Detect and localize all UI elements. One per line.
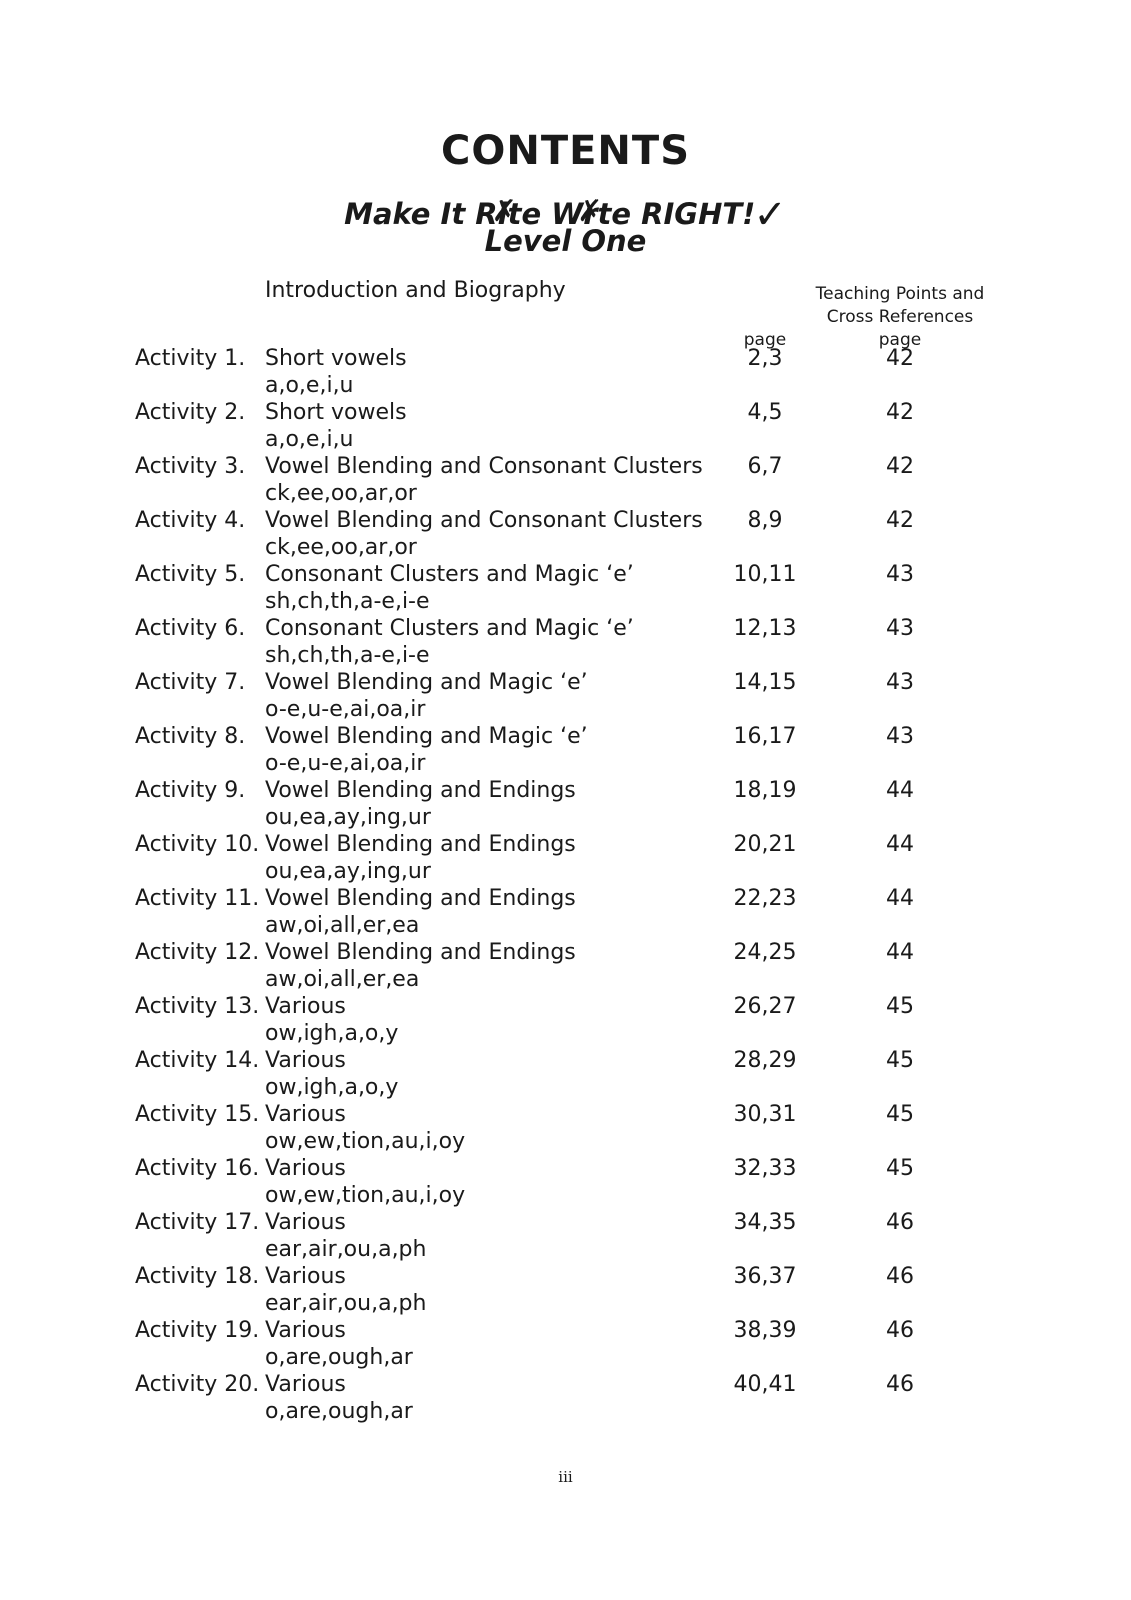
activity-label: Activity 4.	[135, 508, 246, 533]
activity-label: Activity 15.	[135, 1102, 260, 1127]
activity-tp-page: 46	[886, 1264, 914, 1289]
list-item	[0, 508, 1131, 562]
activity-pages: 18,19	[733, 778, 797, 803]
activity-label: Activity 9.	[135, 778, 246, 803]
activity-sounds: ear,air,ou,a,ph	[265, 1291, 427, 1316]
activity-pages: 22,23	[733, 886, 797, 911]
activity-tp-page: 45	[886, 1102, 914, 1127]
contents-list	[0, 346, 1131, 1426]
activity-pages: 12,13	[733, 616, 797, 641]
activity-pages: 36,37	[733, 1264, 797, 1289]
list-item	[0, 616, 1131, 670]
teaching-points-header: Teaching Points and Cross References	[815, 284, 985, 327]
list-item	[0, 940, 1131, 994]
book-title-part-3: te RIGHT!	[597, 197, 756, 231]
list-item	[0, 1102, 1131, 1156]
activity-title: Various	[265, 1102, 346, 1127]
activity-label: Activity 20.	[135, 1372, 260, 1397]
activity-tp-page: 43	[886, 616, 914, 641]
activity-sounds: aw,oi,all,er,ea	[265, 913, 420, 938]
list-item	[0, 1264, 1131, 1318]
activity-tp-page: 44	[886, 886, 914, 911]
activity-title: Consonant Clusters and Magic ‘e’	[265, 616, 634, 641]
activity-tp-page: 42	[886, 508, 914, 533]
activity-tp-page: 44	[886, 778, 914, 803]
level-title: Level One	[484, 224, 647, 258]
activity-sounds: o-e,u-e,ai,oa,ir	[265, 697, 426, 722]
activity-title: Various	[265, 1156, 346, 1181]
activity-sounds: ow,igh,a,o,y	[265, 1021, 399, 1046]
activity-tp-page: 42	[886, 454, 914, 479]
activity-label: Activity 16.	[135, 1156, 260, 1181]
activity-pages: 24,25	[733, 940, 797, 965]
activity-label: Activity 5.	[135, 562, 246, 587]
list-item	[0, 1156, 1131, 1210]
activity-title: Vowel Blending and Magic ‘e’	[265, 670, 588, 695]
activity-title: Vowel Blending and Endings	[265, 886, 576, 911]
activity-tp-page: 42	[886, 346, 914, 371]
activity-sounds: o,are,ough,ar	[265, 1399, 413, 1424]
activity-title: Vowel Blending and Endings	[265, 832, 576, 857]
activity-sounds: o-e,u-e,ai,oa,ir	[265, 751, 426, 776]
activity-label: Activity 8.	[135, 724, 246, 749]
activity-label: Activity 14.	[135, 1048, 260, 1073]
activity-pages: 30,31	[733, 1102, 797, 1127]
activity-pages: 6,7	[747, 454, 783, 479]
book-title-part-2: te W	[507, 197, 584, 231]
list-item	[0, 994, 1131, 1048]
activity-pages: 38,39	[733, 1318, 797, 1343]
activity-title: Various	[265, 1210, 346, 1235]
activity-title: Various	[265, 1048, 346, 1073]
struck-letter-2: r ✗	[583, 197, 597, 231]
activity-label: Activity 19.	[135, 1318, 260, 1343]
activity-sounds: o,are,ough,ar	[265, 1345, 413, 1370]
activity-tp-page: 46	[886, 1210, 914, 1235]
list-item	[0, 832, 1131, 886]
activity-sounds: sh,ch,th,a-e,i-e	[265, 643, 430, 668]
list-item	[0, 886, 1131, 940]
activity-title: Consonant Clusters and Magic ‘e’	[265, 562, 634, 587]
activity-title: Vowel Blending and Magic ‘e’	[265, 724, 588, 749]
list-item	[0, 1210, 1131, 1264]
list-item	[0, 1318, 1131, 1372]
activity-tp-page: 45	[886, 1048, 914, 1073]
activity-label: Activity 10.	[135, 832, 260, 857]
activity-pages: 14,15	[733, 670, 797, 695]
activity-tp-page: 43	[886, 670, 914, 695]
activity-sounds: ow,igh,a,o,y	[265, 1075, 399, 1100]
activity-sounds: ow,ew,tion,au,i,oy	[265, 1129, 466, 1154]
activity-sounds: ow,ew,tion,au,i,oy	[265, 1183, 466, 1208]
activity-sounds: aw,oi,all,er,ea	[265, 967, 420, 992]
page-number: iii	[558, 1468, 573, 1486]
activity-tp-page: 44	[886, 940, 914, 965]
activity-sounds: a,o,e,i,u	[265, 427, 354, 452]
activity-title: Various	[265, 1318, 346, 1343]
activity-sounds: ou,ea,ay,ing,ur	[265, 859, 431, 884]
activity-sounds: sh,ch,th,a-e,i-e	[265, 589, 430, 614]
activity-pages: 28,29	[733, 1048, 797, 1073]
list-item	[0, 670, 1131, 724]
activity-label: Activity 13.	[135, 994, 260, 1019]
list-item	[0, 346, 1131, 400]
activity-title: Short vowels	[265, 400, 407, 425]
list-item	[0, 562, 1131, 616]
intro-entry: Introduction and Biography	[265, 278, 566, 303]
activity-pages: 10,11	[733, 562, 797, 587]
activity-title: Vowel Blending and Consonant Clusters	[265, 454, 703, 479]
tp-page-column-header: page	[878, 330, 922, 350]
activity-tp-page: 42	[886, 400, 914, 425]
tick-icon: ✓	[753, 192, 787, 238]
activity-label: Activity 18.	[135, 1264, 260, 1289]
list-item	[0, 1048, 1131, 1102]
activity-pages: 26,27	[733, 994, 797, 1019]
activity-title: Short vowels	[265, 346, 407, 371]
activity-tp-page: 45	[886, 1156, 914, 1181]
activity-pages: 40,41	[733, 1372, 797, 1397]
list-item	[0, 454, 1131, 508]
list-item	[0, 778, 1131, 832]
activity-label: Activity 1.	[135, 346, 246, 371]
activity-label: Activity 3.	[135, 454, 246, 479]
list-item	[0, 400, 1131, 454]
activity-tp-page: 45	[886, 994, 914, 1019]
activity-tp-page: 43	[886, 724, 914, 749]
list-item	[0, 724, 1131, 778]
activity-pages: 32,33	[733, 1156, 797, 1181]
activity-sounds: ck,ee,oo,ar,or	[265, 535, 417, 560]
activity-pages: 16,17	[733, 724, 797, 749]
activity-title: Vowel Blending and Endings	[265, 778, 576, 803]
activity-pages: 4,5	[747, 400, 783, 425]
activity-sounds: ou,ea,ay,ing,ur	[265, 805, 431, 830]
activity-pages: 8,9	[747, 508, 783, 533]
activity-tp-page: 44	[886, 832, 914, 857]
activity-sounds: ear,air,ou,a,ph	[265, 1237, 427, 1262]
activity-sounds: ck,ee,oo,ar,or	[265, 481, 417, 506]
activity-tp-page: 46	[886, 1318, 914, 1343]
activity-title: Various	[265, 1264, 346, 1289]
struck-letter-1: i ✗	[498, 197, 508, 231]
activity-label: Activity 7.	[135, 670, 246, 695]
activity-label: Activity 11.	[135, 886, 260, 911]
book-title-part-1: Make It R	[344, 197, 498, 231]
activity-pages: 20,21	[733, 832, 797, 857]
page-title: CONTENTS	[440, 128, 690, 174]
list-item	[0, 1372, 1131, 1426]
activity-label: Activity 2.	[135, 400, 246, 425]
activity-sounds: a,o,e,i,u	[265, 373, 354, 398]
activity-tp-page: 46	[886, 1372, 914, 1397]
activity-tp-page: 43	[886, 562, 914, 587]
activity-label: Activity 6.	[135, 616, 246, 641]
activity-label: Activity 12.	[135, 940, 260, 965]
activity-title: Various	[265, 994, 346, 1019]
activity-pages: 34,35	[733, 1210, 797, 1235]
activity-label: Activity 17.	[135, 1210, 260, 1235]
activity-pages: 2,3	[747, 346, 783, 371]
activity-title: Vowel Blending and Consonant Clusters	[265, 508, 703, 533]
activity-title: Vowel Blending and Endings	[265, 940, 576, 965]
activity-title: Various	[265, 1372, 346, 1397]
page-column-header: page	[743, 330, 787, 350]
